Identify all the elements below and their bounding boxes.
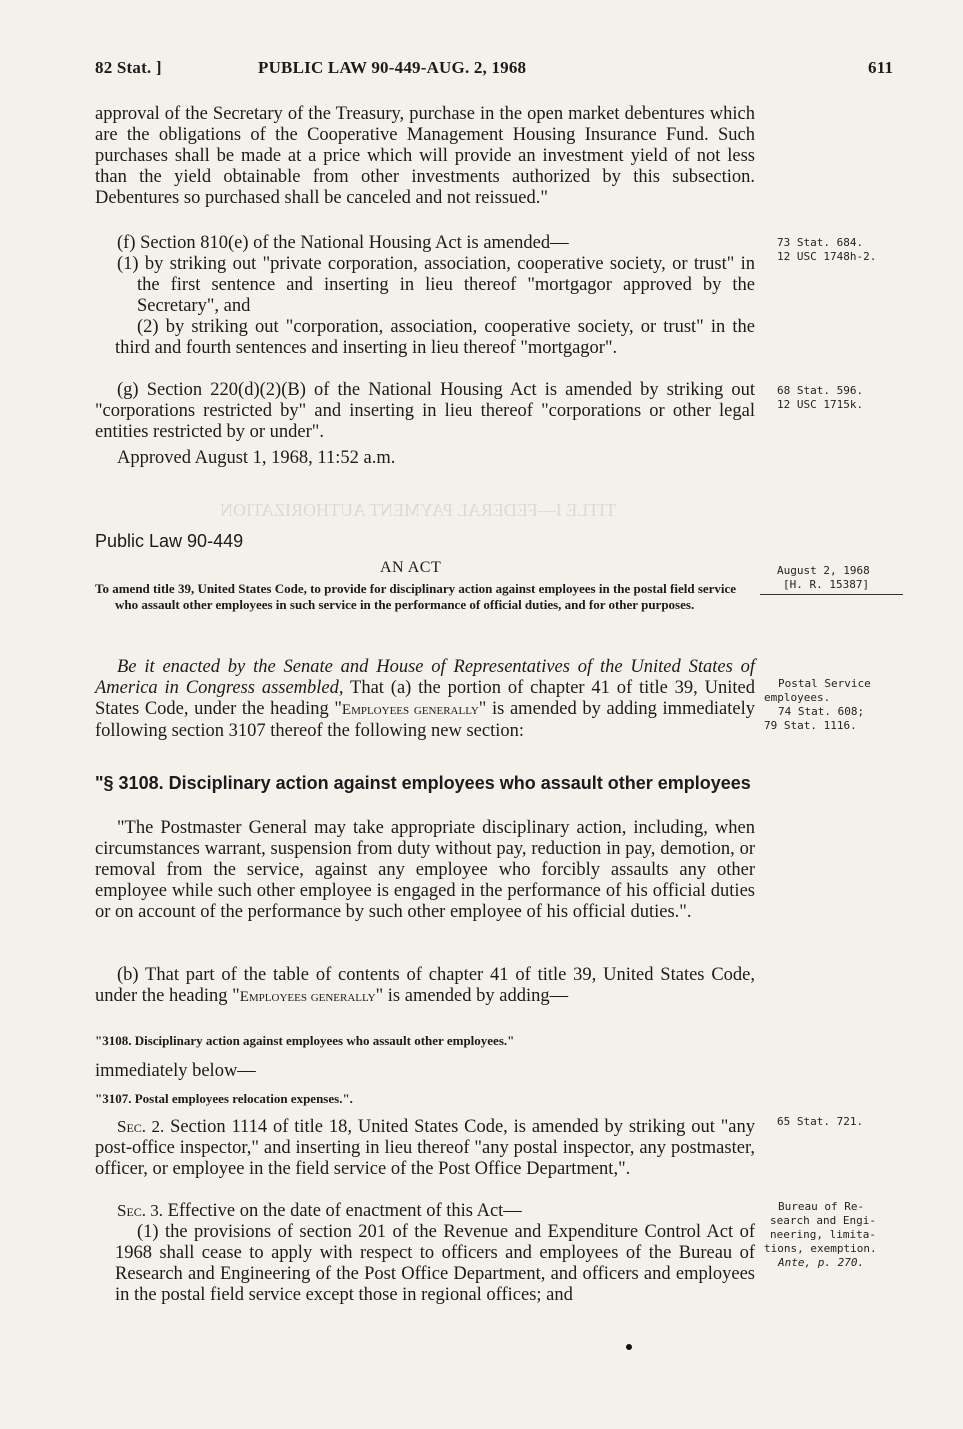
heading-employees-generally-2: Employees generally (239, 989, 376, 1005)
enacting-clause-paragraph (95, 657, 755, 742)
section-3-intro (95, 1200, 755, 1222)
enacting-clause-part-2: " is amended by adding immediately following section 3107 thereof the following new section: (95, 699, 755, 741)
margin-note-postal-line-4: 79 Stat. 1116. (764, 719, 857, 732)
margin-note-postal-line-2: employees. (764, 691, 831, 704)
header-stat-ref: 82 Stat. ] (95, 58, 162, 77)
section-g-text: (g) Section 220(d)(2)(B) of the National Housing Act is amended by striking out "corporations restricted by" and inserting in lieu thereof "corporations or other legal entities restricted by or under". (95, 380, 755, 442)
margin-note-bureau-line-2: search and Engi- (770, 1214, 876, 1227)
margin-note-73-stat-line-2: 12 USC 1748h-2. (777, 250, 877, 263)
margin-rule (760, 594, 903, 595)
margin-note-bureau-line-4: tions, exemption. (764, 1242, 877, 1255)
margin-note-73-stat (777, 236, 876, 264)
paragraph-b-part-2: " is amended by adding— (375, 986, 569, 1006)
section-f-intro: (f) Section 810(e) of the National Housing Act is amended— (117, 233, 569, 253)
section-2-body: Section 1114 of title 18, United States Code, is amended by striking out "any post-office inspector," and inserting in lieu thereof "any postal inspector, any postmaster, officer, or employee in the field service of the Post Office Department,". (95, 1117, 755, 1179)
approved-text: Approved August 1, 1968, 11:52 a.m. (117, 448, 396, 468)
page-number: 611 (868, 58, 894, 77)
public-law-title: Public Law 90-449 (95, 531, 244, 551)
margin-note-date-line: August 2, 1968 (777, 564, 870, 577)
immediately-below-text: immediately below— (95, 1061, 256, 1081)
act-description (95, 581, 753, 613)
margin-note-68-stat-line-2: 12 USC 1715k. (777, 398, 864, 411)
section-3-item-1: (1) the provisions of section 201 of the Revenue and Expenditure Control Act of 1968 shall cease to apply with respect to officers and employees of the Bureau of Research and Engineering of the Post Office Department, and officers and employees in the postal field service except those in regional offices; and (115, 1222, 755, 1305)
section-2-text (95, 1116, 755, 1180)
enacting-clause-part-1: That (a) the portion of chapter 41 of title 39, United States Code, under the heading " (95, 678, 755, 719)
page-dot-mark (626, 1344, 632, 1350)
section-g (95, 380, 755, 443)
paragraph-b-text (95, 965, 755, 1008)
section-2 (95, 1116, 755, 1180)
top-paragraph (95, 104, 755, 209)
margin-note-bill-number: [H. R. 15387] (783, 578, 870, 591)
margin-note-postal-line-1: Postal Service (778, 677, 871, 690)
section-f-item-1: (1) by striking out "private corporation, association, cooperative society, or trust" in the first sentence and inserting in lieu thereof "mortgagor approved by the Secretary", and (117, 254, 755, 316)
act-heading: AN ACT (380, 559, 442, 576)
margin-note-bureau-line-5: Ante, p. 270. (778, 1256, 865, 1269)
section-3108-body-text: "The Postmaster General may take appropriate disciplinary action, including, when circumstances warrant, suspension from duty without pay, reduction in pay, demotion, or removal from the service, against any employee who forcibly assaults any other employee while such other employee is engaged in the performance of his official duties or on account of the performance by such other employee of his official duties.". (95, 818, 755, 922)
toc-entry-3107: "3107. Postal employees relocation expenses.". (95, 1091, 353, 1106)
bleed-through-decoration: TITLE I—FEDERAL PAYMENT AUTHORIZATION (220, 500, 617, 520)
section-3-label: Sec. 3. (117, 1201, 164, 1220)
section-3108-body (95, 818, 755, 923)
top-paragraph-text: approval of the Secretary of the Treasury, purchase in the open market debentures which are the obligations of the Cooperative Management Housing Insurance Fund. Such purchases shall be made at a price which will provide an investment yield of not less than the yield obtainable from other investments authorized by this subsection. Debentures so purchased shall be canceled and not reissued." (95, 104, 755, 208)
approved-line (95, 448, 755, 469)
enacting-clause (95, 657, 755, 742)
section-f-item-2: (2) by striking out "corporation, association, cooperative society, or trust" in the third and fourth sentences and inserting in lieu thereof "mortgagor". (115, 317, 755, 358)
margin-note-bureau-line-1: Bureau of Re- (778, 1200, 865, 1213)
section-3108-heading-text: "§ 3108. Disciplinary action against employees who assault other employees (95, 773, 751, 793)
heading-employees-generally: Employees generally (341, 702, 479, 718)
section-3 (95, 1200, 755, 1306)
margin-note-bureau (764, 1200, 877, 1270)
margin-note-postal-line-3: 74 Stat. 608; (778, 705, 865, 718)
section-3108-heading (95, 772, 755, 794)
margin-note-bureau-line-3: neering, limita- (770, 1228, 876, 1241)
margin-note-68-stat-line-1: 68 Stat. 596. (777, 384, 864, 397)
margin-note-postal-service (764, 677, 871, 733)
section-2-label: Sec. 2. (117, 1117, 165, 1136)
toc-entry-3108: "3108. Disciplinary action against employees who assault other employees." (95, 1033, 515, 1048)
section-f (95, 233, 755, 359)
margin-note-68-stat (777, 384, 863, 412)
section-3-body: Effective on the date of enactment of this Act— (163, 1201, 522, 1221)
paragraph-b (95, 965, 755, 1008)
paragraph-b-part-1: (b) That part of the table of contents of chapter 41 of title 39, United States Code, under the heading " (95, 965, 755, 1006)
act-description-text: To amend title 39, United States Code, to provide for disciplinary action against employees in the postal field service who assault other employees in such service in the performance of official duties, and for other purposes. (95, 581, 737, 612)
enacting-clause-italic: Be it enacted by the Senate and House of Representatives of the United States of America in Congress assembled, (95, 657, 755, 698)
margin-note-date (777, 564, 870, 592)
margin-note-65-stat: 65 Stat. 721. (777, 1115, 864, 1128)
margin-note-73-stat-line-1: 73 Stat. 684. (777, 236, 864, 249)
immediately-below (95, 1061, 755, 1082)
header-title: PUBLIC LAW 90-449-AUG. 2, 1968 (258, 58, 527, 77)
